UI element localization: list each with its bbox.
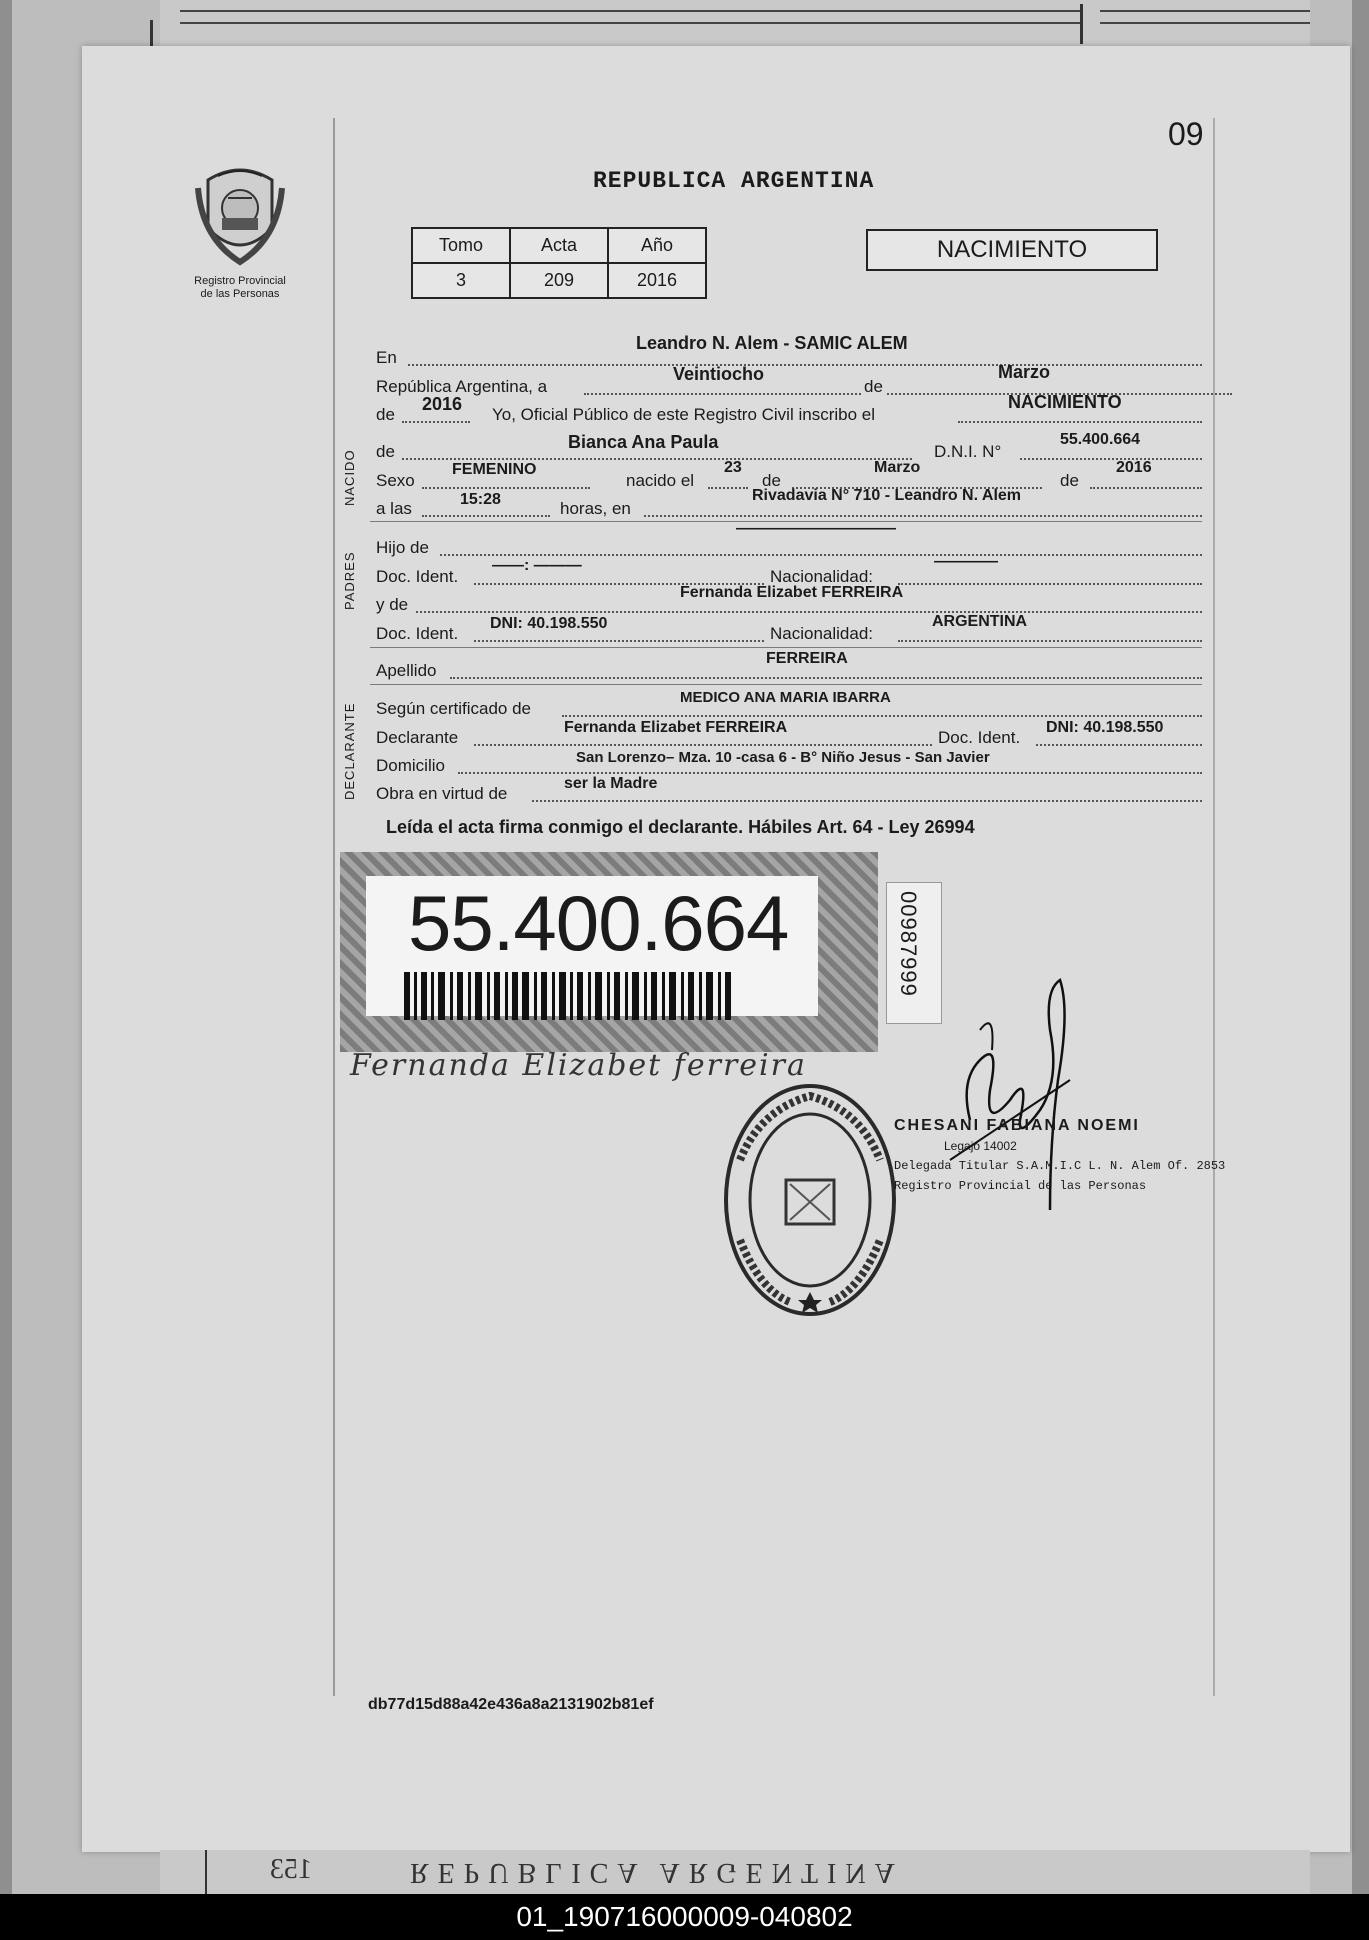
barcode-icon: [404, 972, 734, 1020]
label-y-de: y de: [376, 595, 409, 614]
reference-table: [411, 227, 707, 299]
value-lugar: Leandro N. Alem - SAMIC ALEM: [636, 333, 908, 353]
sticker-label: [366, 876, 818, 1016]
value-doc-madre: DNI: 40.198.550: [490, 615, 608, 632]
value-dni: 55.400.664: [1060, 431, 1141, 448]
value-anio: 2016: [422, 394, 463, 414]
value-anio-nac: 2016: [1116, 459, 1152, 476]
reference-value-tomo: 3: [412, 263, 510, 298]
label-apellido: Apellido: [376, 661, 437, 680]
dotted-line: [562, 715, 1202, 717]
dotted-line: [408, 364, 1202, 366]
label-nacido-el: nacido el: [626, 471, 695, 490]
value-nac-padre: ————: [934, 553, 998, 570]
dotted-line: [708, 487, 748, 489]
label-obra: Obra en virtud de: [376, 784, 508, 803]
value-lugar-nac: Rivadavia N° 710 - Leandro N. Alem: [752, 487, 1022, 504]
label-dni: D.N.I. N°: [934, 442, 1002, 461]
label-de-nombre: de: [376, 442, 395, 461]
reference-header-tomo: Tomo: [412, 228, 510, 263]
label-de-mes: de: [864, 377, 883, 396]
official-cargo: Delegada Titular S.A.M.I.C L. N. Alem Of. 2853: [894, 1159, 1226, 1173]
official-block: [894, 1116, 1225, 1196]
row-obra: [376, 779, 1202, 805]
label-domicilio: Domicilio: [376, 756, 445, 775]
dotted-line: [1090, 487, 1202, 489]
dotted-line: [1036, 744, 1202, 746]
reference-value-anio: 2016: [608, 263, 706, 298]
book-edge-line: [205, 1850, 207, 1894]
sticker-serial-label: [886, 882, 942, 1024]
dotted-line: [898, 640, 1202, 642]
dotted-line: [474, 640, 764, 642]
value-doc-declarante: DNI: 40.198.550: [1046, 719, 1164, 736]
value-domicilio: San Lorenzo– Mza. 10 -casa 6 - B° Niño Jesus - San Javier: [576, 749, 990, 766]
value-dia-nac: 23: [724, 459, 742, 476]
dotted-line: [1020, 458, 1202, 460]
official-name: CHESANI FABIANA NOEMI: [894, 1117, 1140, 1134]
dotted-line: [402, 458, 912, 460]
official-legajo: Legajo 14002: [944, 1139, 1017, 1153]
dotted-line: [416, 611, 1202, 613]
reference-value-acta: 209: [510, 263, 608, 298]
value-mes: Marzo: [998, 362, 1051, 382]
value-certificado: MEDICO ANA MARIA IBARRA: [680, 689, 891, 706]
label-nacionalidad-2: Nacionalidad:: [770, 624, 874, 643]
reference-header-acta: Acta: [510, 228, 608, 263]
value-nombre: Bianca Ana Paula: [568, 432, 719, 452]
bottom-book-edge: [160, 1850, 1310, 1894]
section-separator: [370, 647, 1202, 648]
sticker-serial: 00987999: [896, 891, 921, 997]
crest-caption-line1: Registro Provincial: [194, 275, 286, 287]
dotted-line: [458, 772, 1202, 774]
page-number: 09: [1168, 116, 1204, 152]
dotted-line: [450, 677, 1202, 679]
side-label-nacido: NACIDO: [342, 449, 357, 506]
dotted-line: [644, 515, 1202, 517]
label-sexo: Sexo: [376, 471, 415, 490]
value-hijo-de: ——————————: [736, 520, 896, 537]
margin-line: [1213, 118, 1215, 1696]
document-hash: db77d15d88a42e436a8a2131902b81ef: [368, 1696, 654, 1713]
dotted-line: [474, 744, 932, 746]
legal-text: Leída el acta firma conmigo el declarante. Hábiles Art. 64 - Ley 26994: [386, 817, 975, 837]
document-title: REPUBLICA ARGENTINA: [593, 168, 875, 194]
value-nac-madre: ARGENTINA: [932, 613, 1028, 630]
document-type-box: NACIMIENTO: [866, 229, 1158, 271]
dotted-line: [440, 554, 1202, 556]
reference-header-anio: Año: [608, 228, 706, 263]
value-mes-nac: Marzo: [874, 459, 921, 476]
crest-caption-line2: de las Personas: [200, 288, 280, 300]
value-dia-letras: Veintiocho: [673, 364, 765, 384]
dotted-line: [584, 393, 1232, 395]
value-apellido: FERREIRA: [766, 650, 848, 667]
section-separator: [370, 684, 1202, 685]
mirror-page-number: 153: [270, 1854, 312, 1885]
value-declarante: Fernanda Elizabet FERREIRA: [564, 719, 788, 736]
dotted-line: [898, 583, 1202, 585]
dotted-line: [422, 515, 550, 517]
label-republica: República Argentina, a: [376, 377, 548, 396]
label-doc-ident-2: Doc. Ident.: [376, 624, 459, 643]
label-declarante: Declarante: [376, 728, 459, 747]
label-horas-en: horas, en: [560, 499, 631, 518]
value-madre: Fernanda Elizabet FERREIRA: [680, 584, 904, 601]
label-en: En: [376, 348, 397, 367]
value-hora: 15:28: [460, 491, 501, 508]
label-de-anio: de: [376, 405, 395, 424]
reference-header-row: [412, 228, 706, 263]
dni-sticker: [340, 852, 878, 1052]
dotted-line: [422, 487, 590, 489]
value-sexo: FEMENINO: [452, 461, 537, 478]
margin-line: [333, 118, 335, 1696]
file-id-footer: 01_190716000009-040802: [0, 1894, 1369, 1940]
side-label-declarante: DECLARANTE: [342, 702, 357, 800]
official-registro: Registro Provincial de las Personas: [894, 1179, 1147, 1193]
handwritten-name: Fernanda Elizabet ferreira: [350, 1048, 807, 1083]
sticker-number: 55.400.664: [408, 879, 789, 967]
label-segun: Según certificado de: [376, 699, 531, 718]
label-de-anio2: de: [1060, 471, 1079, 490]
label-doc-ident-decl: Doc. Ident.: [938, 728, 1021, 747]
official-seal-stamp: [720, 1080, 900, 1320]
dotted-line: [532, 800, 1202, 802]
mirror-heading: REPUBLICA ARGENTINA: [410, 1857, 904, 1888]
crest-caption: [172, 275, 308, 301]
label-nacionalidad-1: Nacionalidad:: [770, 567, 874, 586]
label-oficial: Yo, Oficial Público de este Registro Civil inscribo el: [492, 405, 875, 424]
label-a-las: a las: [376, 499, 412, 518]
value-doc-padre: ——: ———: [492, 557, 582, 574]
label-hijo-de: Hijo de: [376, 538, 429, 557]
label-de-dia: de: [762, 471, 781, 490]
reference-value-row: [412, 263, 706, 298]
label-doc-ident-1: Doc. Ident.: [376, 567, 459, 586]
dotted-line: [958, 421, 1202, 423]
value-obra: ser la Madre: [564, 775, 658, 792]
value-acto: NACIMIENTO: [1008, 392, 1122, 412]
side-label-padres: PADRES: [342, 551, 357, 610]
province-crest-icon: [188, 158, 292, 268]
dotted-line: [402, 421, 470, 423]
